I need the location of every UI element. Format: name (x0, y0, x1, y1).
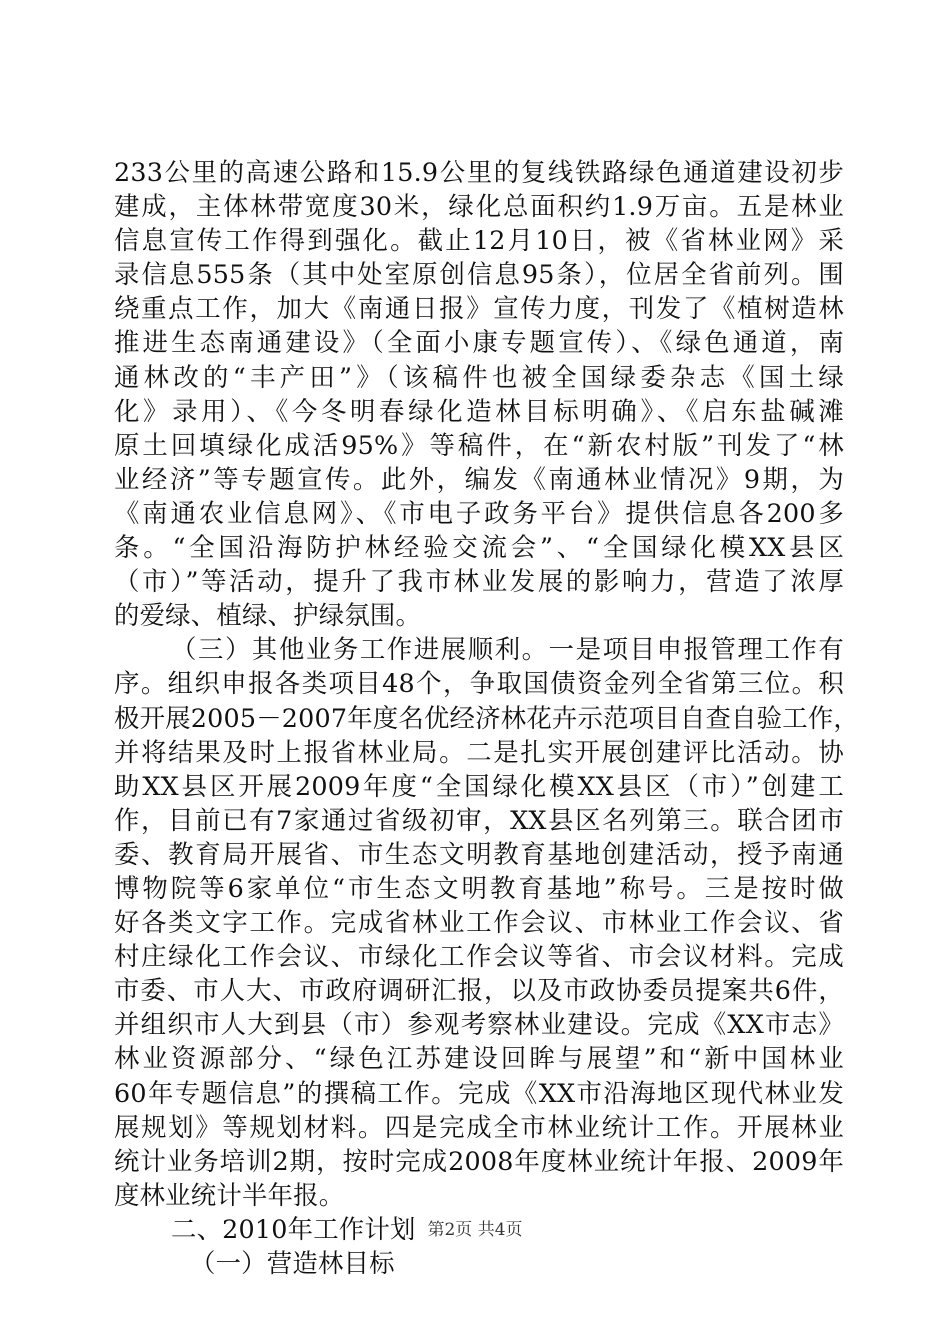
text-line: 通林改的“丰产田”》（该稿件也被全国绿委杂志《国土绿 (114, 361, 844, 392)
text-line: 录信息555条（其中处室原创信息95条），位居全省前列。围 (114, 259, 844, 290)
page-number-footer: 第2页 共4页 (427, 1220, 523, 1240)
text-line: 博物院等6家单位“市生态文明教育基地”称号。三是按时做 (114, 872, 844, 903)
text-line: 的爱绿、植绿、护绿氛围。 (114, 600, 422, 631)
text-line: 市委、市人大、市政府调研汇报，以及市政协委员提案共6件， (114, 975, 844, 1006)
text-line: 绕重点工作，加大《南通日报》宣传力度，刊发了《植树造林 (114, 293, 844, 324)
text-line: 度林业统计半年报。 (114, 1179, 345, 1210)
text-line: 展规划》等规划材料。四是完成全市林业统计工作。开展林业 (114, 1111, 844, 1142)
text-line: 《南通农业信息网》、《市电子政务平台》提供信息各200多 (114, 497, 844, 528)
paragraph-start-line: （三）其他业务工作进展顺利。一是项目申报管理工作有 (171, 634, 844, 665)
text-line: 化》录用）、《今冬明春绿化造林目标明确》、《启东盐碱滩 (114, 395, 844, 426)
text-line: 并组织市人大到县（市）参观考察林业建设。完成《XX市志》 (114, 1009, 844, 1040)
text-line: 条。“全国沿海防护林经验交流会”、“全国绿化模XX县区 (114, 532, 844, 563)
text-line: 建成，主体林带宽度30米，绿化总面积约1.9万亩。五是林业 (114, 191, 844, 222)
text-line: 好各类文字工作。完成省林业工作会议、市林业工作会议、省 (114, 907, 844, 938)
text-line: 原土回填绿化成活95%》等稿件，在“新农村版”刊发了“林 (114, 429, 844, 460)
text-line: 序。组织申报各类项目48个，争取国债资金列全省第三位。积 (114, 668, 844, 699)
text-line: 委、教育局开展省、市生态文明教育基地创建活动，授予南通 (114, 838, 844, 869)
text-line: 60年专题信息”的撰稿工作。完成《XX市沿海地区现代林业发 (114, 1077, 844, 1108)
text-line: 并将结果及时上报省林业局。二是扎实开展创建评比活动。协 (114, 736, 844, 767)
text-line: 业经济”等专题宣传。此外，编发《南通林业情况》9期，为 (114, 463, 844, 494)
subsection-heading: （一）营造林目标 (190, 1248, 395, 1278)
text-line: 村庄绿化工作会议、市绿化工作会议等省、市会议材料。完成 (114, 941, 844, 972)
text-line: 统计业务培训2期，按时完成2008年度林业统计年报、2009年 (114, 1145, 844, 1176)
text-line: 推进生态南通建设》（全面小康专题宣传）、《绿色通道，南 (114, 327, 844, 358)
section-heading: 二、2010年工作计划 (171, 1213, 416, 1244)
text-line: （市）”等活动，提升了我市林业发展的影响力，营造了浓厚 (114, 566, 844, 597)
text-line: 林业资源部分、“绿色江苏建设回眸与展望”和“新中国林业 (114, 1043, 844, 1074)
text-line: 极开展2005－2007年度名优经济林花卉示范项目自查自验工作， (114, 702, 860, 733)
text-line: 信息宣传工作得到强化。截止12月10日，被《省林业网》采 (114, 225, 844, 256)
document-body (114, 155, 860, 1280)
text-line: 助XX县区开展2009年度“全国绿化模XX县区（市）”创建工 (114, 770, 844, 801)
text-line: 作，目前已有7家通过省级初审，XX县区名列第三。联合团市 (114, 804, 844, 835)
text-line: 233公里的高速公路和15.9公里的复线铁路绿色通道建设初步 (114, 157, 844, 187)
